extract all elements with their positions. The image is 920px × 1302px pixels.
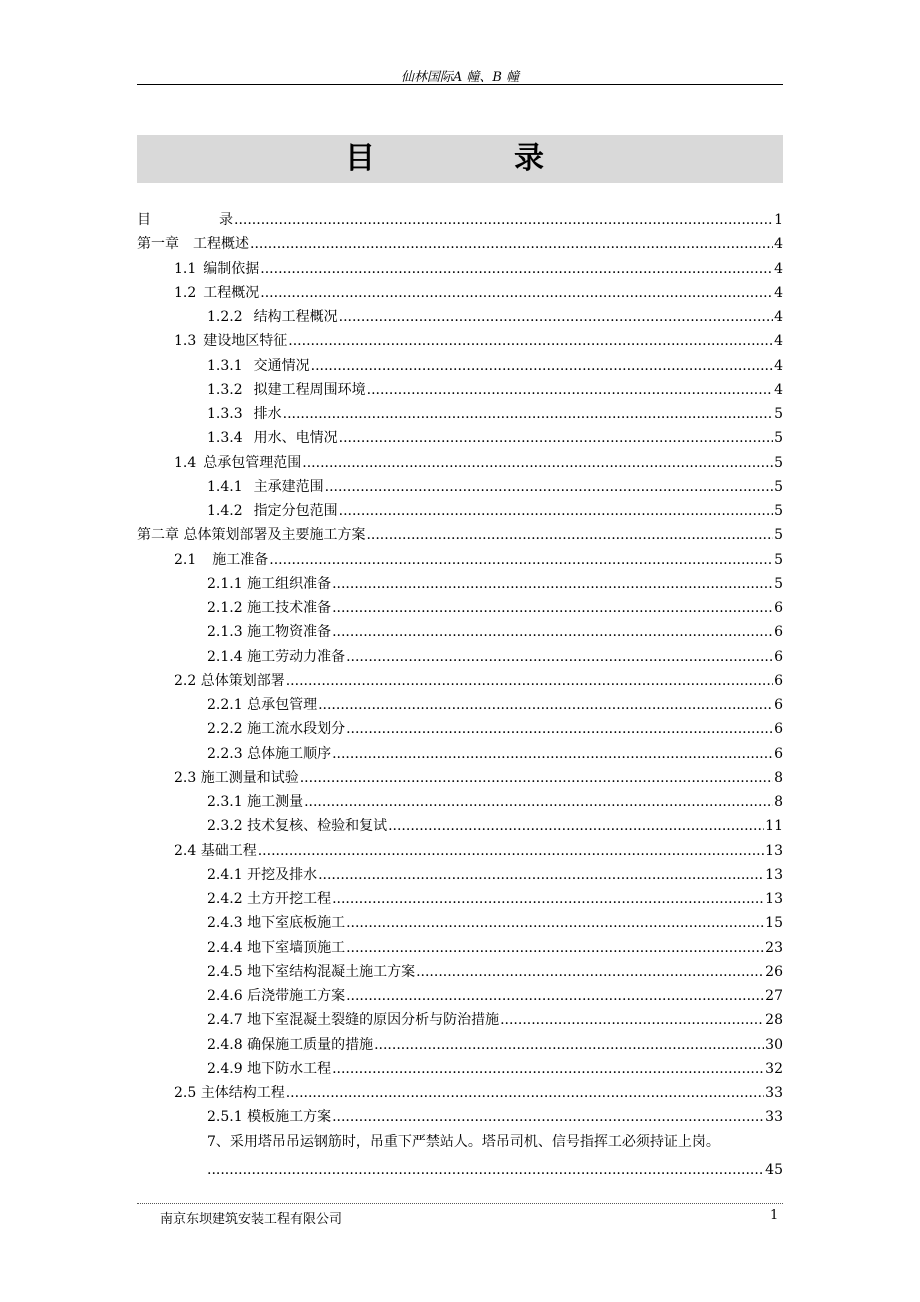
toc-page-number: 6 [774,721,783,738]
toc-page-number: 8 [774,794,783,810]
toc-leader [260,257,773,281]
toc-leader [325,475,773,499]
toc-entry-label: 1.2.2 结构工程概况 [207,309,338,325]
toc-leader [332,572,773,596]
toc-title-band [137,135,783,183]
toc-entry-label: 2.2 总体策划部署 [174,672,285,689]
toc-page-number: 6 [774,624,783,641]
toc-page-number: 4 [774,260,783,277]
toc-page-number: 5 [774,575,783,592]
toc-entry-label: 2.3 施工测量和试验 [174,769,299,786]
toc-entry-label: 2.4.3 地下室底板施工 [207,915,346,932]
toc-entry[interactable] [137,305,783,329]
toc-leader [367,378,773,402]
toc-leader [339,499,773,523]
toc-entry[interactable] [137,936,783,960]
toc-entry[interactable] [137,281,783,305]
toc-entry[interactable] [137,208,783,232]
toc-entry-label: 2.4.4 地下室墙顶施工 [207,939,346,956]
toc-leader [250,232,773,256]
toc-entry[interactable] [137,766,783,790]
toc-entry-continuation[interactable] [137,1158,783,1182]
toc-page-number: 45 [765,1161,783,1178]
toc-page-number: 5 [774,454,783,471]
toc-entry-label: 2.5.1 模板施工方案 [207,1109,332,1126]
toc-entry[interactable] [137,475,783,499]
toc-entry-label: 2.4 基础工程 [174,842,257,859]
toc-entry[interactable] [137,499,783,523]
toc-entry-label: 第一章 工程概述 [137,236,249,253]
toc-page-number: 28 [765,1012,783,1029]
toc-page-number: 6 [774,745,783,762]
toc-leader [346,717,773,741]
toc-entry-label-long[interactable]: 7、采用塔吊吊运钢筋时，吊重下严禁站人。塔吊司机、信号指挥工必须持证上岗。 [207,1133,720,1150]
toc-entry[interactable] [137,1105,783,1129]
toc-page-number: 13 [765,866,783,883]
toc-entry-label: 2.1.2 施工技术准备 [207,600,332,616]
toc-entry[interactable] [137,790,783,814]
toc-entry[interactable] [137,402,783,426]
toc-page-number: 33 [765,1085,783,1101]
toc-page-number: 1 [774,212,783,228]
toc-leader [318,693,773,717]
toc-page-number: 6 [774,600,783,616]
toc-leader [346,911,764,935]
toc-leader [366,523,773,547]
footer-company-name: 南京东坝建筑安装工程有限公司 [160,1212,343,1227]
table-of-contents [137,208,783,1182]
toc-leader [300,766,773,790]
toc-entry-label: 2.4.8 确保施工质量的措施 [207,1036,374,1053]
toc-leader [234,208,773,232]
toc-page-number: 5 [774,551,783,568]
toc-leader [283,402,773,426]
toc-entry[interactable] [137,887,783,911]
toc-leader [416,960,764,984]
toc-entry-label: 2.4.7 地下室混凝土裂缝的原因分析与防治措施 [207,1012,500,1029]
toc-page-number: 6 [774,697,783,713]
toc-entry[interactable] [137,451,783,475]
toc-entry[interactable] [137,548,783,572]
toc-entry[interactable] [137,984,783,1008]
toc-entry-label: 2.1.3 施工物资准备 [207,624,332,641]
toc-leader [207,1158,764,1182]
toc-entry-label: 1.2 工程概况 [174,284,260,301]
toc-entry-label: 2.4.9 地下防水工程 [207,1060,332,1077]
toc-page-number: 32 [765,1060,783,1077]
toc-entry[interactable] [137,620,783,644]
toc-entry[interactable] [137,863,783,887]
page-header-title: 仙林国际A 幢、B 幢 [400,70,520,85]
toc-page-number: 4 [774,333,783,350]
toc-page-number: 5 [774,430,783,447]
toc-page-number: 11 [765,818,783,835]
toc-leader [311,354,773,378]
toc-leader [346,984,764,1008]
toc-entry[interactable] [137,354,783,378]
toc-entry[interactable] [137,1008,783,1032]
toc-entry-label: 第二章 总体策划部署及主要施工方案 [137,527,366,544]
toc-entry-label: 目 录 [137,212,233,228]
toc-entry[interactable] [137,1081,783,1105]
toc-entry-label: 2.3.1 施工测量 [207,794,304,810]
toc-entry[interactable] [137,717,783,741]
toc-page-number: 4 [774,236,783,253]
toc-entry-label: 1.3.1 交通情况 [207,357,310,374]
toc-leader [374,1033,764,1057]
toc-leader [258,839,764,863]
toc-entry-label: 1.4.2 指定分包范围 [207,503,338,519]
toc-title-left-char: 目 [345,141,375,176]
toc-leader [339,426,773,450]
toc-entry-label: 2.4.2 土方开挖工程 [207,891,332,907]
toc-entry-label: 2.2.2 施工流水段划分 [207,721,346,738]
footer-divider [137,1203,783,1204]
toc-entry-label: 2.4.6 后浇带施工方案 [207,988,346,1004]
toc-page-number: 13 [765,842,783,859]
toc-page-number: 26 [765,963,783,980]
toc-leader [286,1081,764,1105]
toc-entry[interactable] [137,596,783,620]
toc-page-number: 33 [765,1109,783,1126]
header-divider [137,84,783,85]
toc-leader [332,620,773,644]
toc-leader [332,887,764,911]
toc-page-number: 4 [774,357,783,374]
toc-entry-label: 1.4.1 主承建范围 [207,478,324,495]
toc-entry-label: 2.3.2 技术复核、检验和复试 [207,818,388,835]
toc-page-number: 5 [774,406,783,422]
toc-entry[interactable] [137,378,783,402]
toc-entry[interactable] [137,523,783,547]
toc-entry[interactable] [137,911,783,935]
toc-entry-label: 2.5 主体结构工程 [174,1085,285,1101]
toc-entry[interactable] [137,257,783,281]
toc-title-right-char: 录 [514,141,544,176]
toc-entry[interactable] [137,960,783,984]
toc-leader [286,669,773,693]
toc-leader [332,596,773,620]
toc-page-number: 4 [774,309,783,325]
toc-leader [332,742,773,766]
toc-entry-label: 2.4.5 地下室结构混凝土施工方案 [207,963,416,980]
toc-page-number: 4 [774,284,783,301]
toc-leader [269,548,773,572]
toc-entry-label: 1.3.3 排水 [207,406,282,422]
toc-entry-label: 2.1.1 施工组织准备 [207,575,332,592]
toc-leader [346,936,764,960]
toc-entry-label: 2.2.1 总承包管理 [207,697,318,713]
toc-entry[interactable] [137,572,783,596]
toc-entry[interactable] [137,645,783,669]
toc-leader [302,451,773,475]
toc-page-number: 8 [774,769,783,786]
toc-page-number: 27 [765,988,783,1004]
toc-entry-label: 2.1 施工准备 [174,551,269,568]
toc-entry[interactable] [137,814,783,838]
toc-entry[interactable] [137,426,783,450]
toc-entry[interactable] [137,742,783,766]
toc-page-number: 6 [774,672,783,689]
toc-page-number: 23 [765,939,783,956]
toc-leader [332,1057,764,1081]
toc-entry[interactable] [137,839,783,863]
toc-page-number: 15 [765,915,783,932]
toc-entry-label: 1.3 建设地区特征 [174,333,288,350]
toc-leader [288,329,773,353]
toc-entry[interactable] [137,329,783,353]
toc-page-number: 4 [774,381,783,398]
toc-page-number: 5 [774,478,783,495]
toc-entry-label: 2.2.3 总体施工顺序 [207,745,332,762]
toc-leader [332,1105,764,1129]
toc-entry[interactable] [137,232,783,256]
toc-leader [260,281,773,305]
toc-entry[interactable] [137,1033,783,1057]
toc-entry[interactable] [137,693,783,717]
toc-entry-label: 1.1 编制依据 [174,260,260,277]
toc-leader [304,790,773,814]
toc-leader [339,305,773,329]
toc-entry-label: 2.4.1 开挖及排水 [207,866,318,883]
footer-page-number: 1 [770,1208,779,1223]
toc-leader [318,863,764,887]
toc-entry[interactable] [137,669,783,693]
toc-page-number: 30 [765,1036,783,1053]
toc-page-number: 6 [774,648,783,665]
toc-entry-label: 1.3.4 用水、电情况 [207,430,338,447]
toc-leader [500,1008,764,1032]
toc-entry-label: 2.1.4 施工劳动力准备 [207,648,346,665]
toc-page-number: 5 [774,503,783,519]
toc-page-number: 5 [774,527,783,544]
toc-entry-label: 1.3.2 拟建工程周围环境 [207,381,366,398]
toc-leader [346,645,773,669]
toc-leader [388,814,764,838]
toc-entry[interactable] [137,1057,783,1081]
toc-entry-label: 1.4 总承包管理范围 [174,454,302,471]
toc-page-number: 13 [765,891,783,907]
